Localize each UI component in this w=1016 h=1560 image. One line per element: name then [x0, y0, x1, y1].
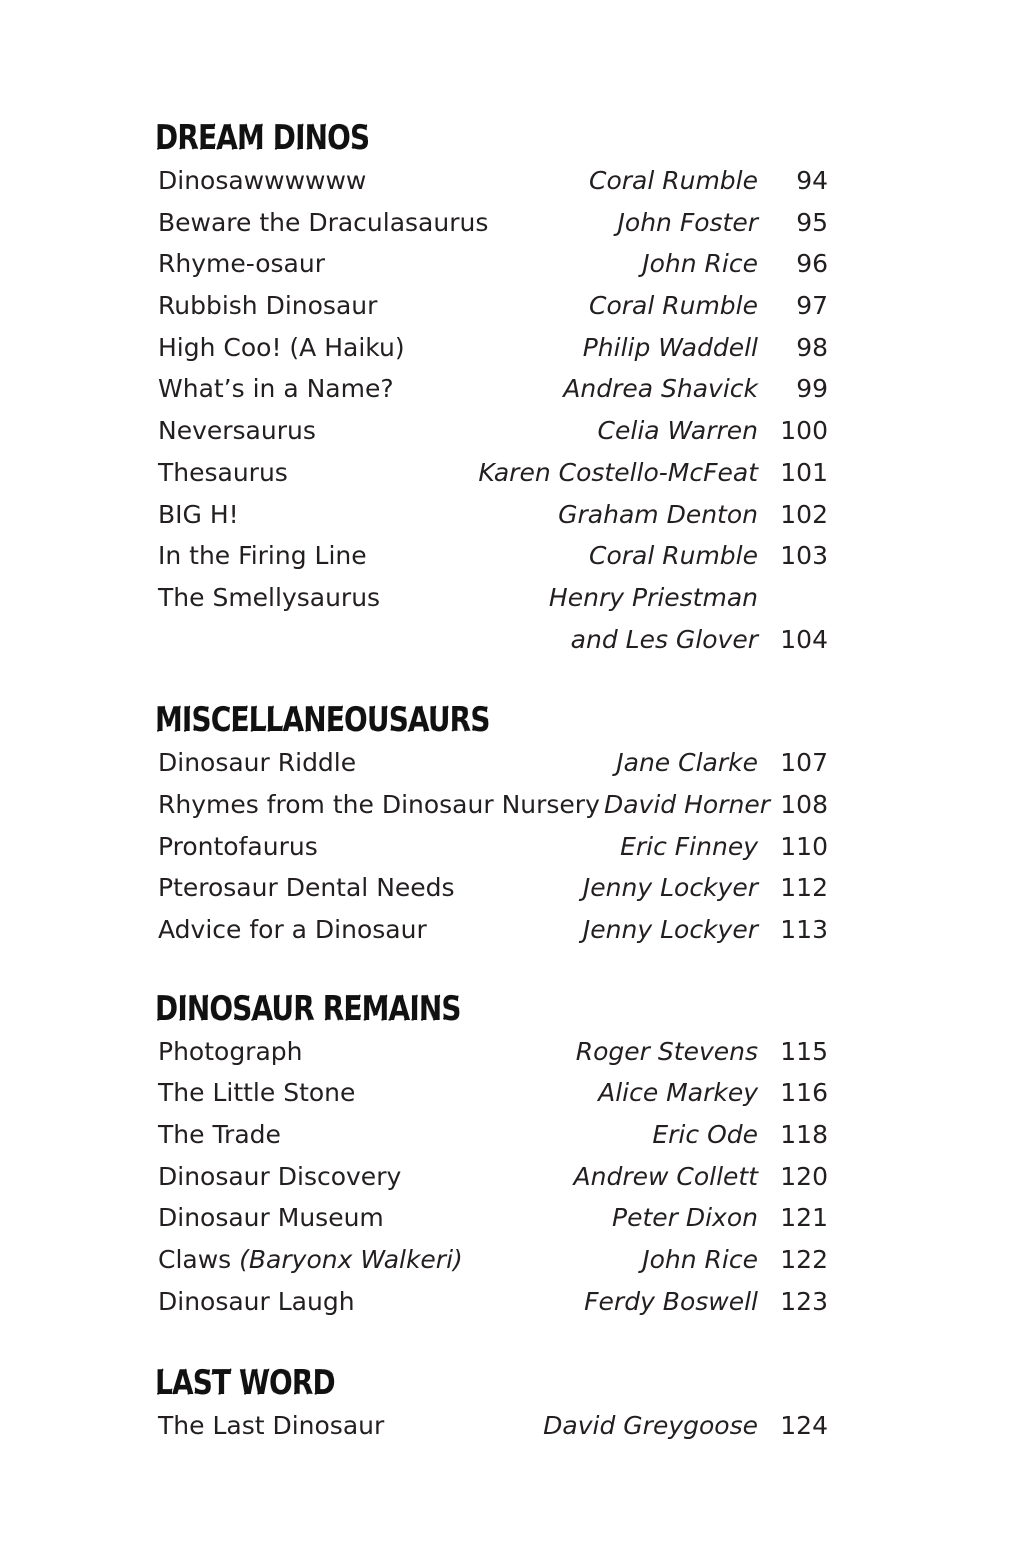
page-number: 96 — [796, 249, 828, 279]
page-number: 124 — [780, 1410, 828, 1440]
poem-author: Philip Waddell — [582, 332, 758, 362]
contents-entry[interactable] — [158, 1197, 828, 1239]
contents-entry[interactable] — [158, 327, 828, 369]
poem-title-main: Claws — [158, 1245, 232, 1275]
contents-entry[interactable] — [158, 535, 828, 577]
section-heading: LAST WORD — [155, 1362, 335, 1403]
poem-author: Ferdy Boswell — [584, 1286, 758, 1316]
page-number: 100 — [780, 416, 828, 446]
page-number: 98 — [796, 332, 828, 362]
contents-entry[interactable] — [158, 452, 828, 494]
poem-author: Jenny Lockyer — [582, 915, 758, 944]
page-number: 108 — [780, 789, 828, 819]
page-number: 107 — [780, 748, 828, 778]
poem-title: Pterosaur Dental Needs — [158, 873, 455, 903]
page-number: 118 — [780, 1120, 828, 1150]
contents-entry[interactable] — [158, 368, 828, 410]
poem-title: The Little Stone — [158, 1078, 356, 1108]
section-dream-dinos — [155, 118, 828, 660]
contents-entry[interactable] — [158, 826, 828, 868]
poem-title: What’s in a Name? — [158, 374, 394, 404]
poem-title: BIG H! — [158, 499, 239, 529]
section-miscellaneousaurs — [155, 700, 828, 950]
poem-author: Coral Rumble — [588, 166, 758, 195]
poem-title: Thesaurus — [158, 457, 288, 487]
page-number: 101 — [780, 457, 828, 487]
contents-entry[interactable] — [158, 1281, 828, 1323]
contents-entry[interactable] — [158, 494, 828, 536]
poem-author: Celia Warren — [597, 416, 758, 446]
poem-author: David Greygoose — [543, 1410, 758, 1440]
section-heading: DREAM DINOS — [155, 118, 370, 158]
poem-author: John Foster — [617, 207, 758, 237]
page-number: 122 — [780, 1245, 828, 1275]
poem-author: Andrea Shavick — [563, 374, 758, 404]
contents-entry[interactable] — [158, 577, 828, 619]
poem-author: Eric Ode — [652, 1120, 758, 1150]
poem-title: Dinosawwwwww — [158, 166, 367, 195]
page-number — [778, 577, 828, 619]
poem-title: High Coo! (A Haiku) — [158, 332, 405, 362]
poem-title: In the Firing Line — [158, 541, 367, 571]
poem-title: Rhyme-osaur — [158, 249, 325, 279]
poem-title: The Trade — [158, 1120, 281, 1150]
poem-author: Peter Dixon — [612, 1203, 758, 1233]
contents-entry[interactable] — [158, 909, 828, 951]
poem-author: and Les Glover — [570, 624, 758, 654]
page-number: 103 — [780, 541, 828, 571]
page-number: 102 — [780, 499, 828, 529]
page-number: 97 — [796, 291, 828, 321]
section-heading: MISCELLANEOUSAURS — [155, 700, 490, 741]
contents-entry[interactable] — [158, 1114, 828, 1156]
page-number: 94 — [796, 166, 828, 195]
poem-title: Dinosaur Laugh — [158, 1286, 355, 1316]
poem-title: Rubbish Dinosaur — [158, 291, 378, 321]
poem-author: Graham Denton — [558, 499, 758, 529]
poem-title: Rhymes from the Dinosaur Nursery — [158, 789, 600, 819]
page-number: 116 — [780, 1078, 828, 1108]
contents-entry[interactable] — [158, 1072, 828, 1114]
page-number: 104 — [780, 624, 828, 654]
contents-entry[interactable] — [158, 867, 828, 909]
poem-title: Advice for a Dinosaur — [158, 915, 427, 944]
poem-author: Karen Costello-McFeat — [478, 457, 758, 487]
contents-entry[interactable] — [158, 1239, 828, 1281]
poem-title: Dinosaur Museum — [158, 1203, 384, 1233]
poem-author: Alice Markey — [598, 1078, 758, 1108]
poem-author: Eric Finney — [620, 831, 758, 861]
contents-entry[interactable] — [158, 160, 828, 202]
page-number: 112 — [780, 873, 828, 903]
poem-title: Neversaurus — [158, 416, 316, 446]
poem-title: The Smellysaurus — [158, 582, 381, 612]
contents-entry-continuation[interactable] — [158, 619, 828, 661]
contents-entry[interactable] — [158, 742, 828, 784]
poem-author: Andrew Collett — [573, 1161, 758, 1191]
poem-author: Jenny Lockyer — [582, 873, 758, 903]
section-heading: DINOSAUR REMAINS — [155, 988, 461, 1029]
section-dinosaur-remains — [155, 988, 828, 1323]
contents-entry[interactable] — [158, 285, 828, 327]
page-number: 99 — [796, 374, 828, 404]
page-number: 95 — [796, 207, 828, 237]
poem-author: Jane Clarke — [616, 748, 758, 778]
poem-title: Dinosaur Riddle — [158, 748, 357, 778]
contents-entry[interactable] — [158, 410, 828, 452]
contents-entry[interactable] — [158, 202, 828, 244]
poem-title — [158, 1239, 642, 1281]
poem-title: The Last Dinosaur — [158, 1410, 385, 1440]
contents-entry[interactable] — [158, 1031, 828, 1073]
contents-entry[interactable] — [158, 784, 828, 826]
contents-entry[interactable] — [158, 1405, 828, 1447]
poem-title: Dinosaur Discovery — [158, 1161, 402, 1191]
poem-author: Henry Priestman — [548, 582, 758, 612]
contents-entry[interactable] — [158, 243, 828, 285]
page-number: 113 — [780, 915, 828, 944]
poem-title: Beware the Draculasaurus — [158, 207, 489, 237]
poem-author: John Rice — [642, 1245, 758, 1275]
poem-author: Roger Stevens — [575, 1036, 758, 1066]
poem-author: John Rice — [642, 249, 758, 279]
poem-title: Prontofaurus — [158, 831, 318, 861]
page-number: 110 — [780, 831, 828, 861]
section-last-word — [155, 1362, 828, 1447]
page-number: 123 — [780, 1286, 828, 1316]
poem-title: Photograph — [158, 1036, 303, 1066]
contents-page — [155, 118, 828, 1486]
poem-author: David Horner — [603, 789, 770, 819]
poem-author: Coral Rumble — [588, 291, 758, 321]
contents-entry[interactable] — [158, 1156, 828, 1198]
page-number: 115 — [780, 1036, 828, 1066]
poem-title-subtitle: (Baryonx Walkeri) — [239, 1245, 463, 1275]
poem-author: Coral Rumble — [588, 541, 758, 571]
page-number: 120 — [780, 1161, 828, 1191]
page-number: 121 — [780, 1203, 828, 1233]
